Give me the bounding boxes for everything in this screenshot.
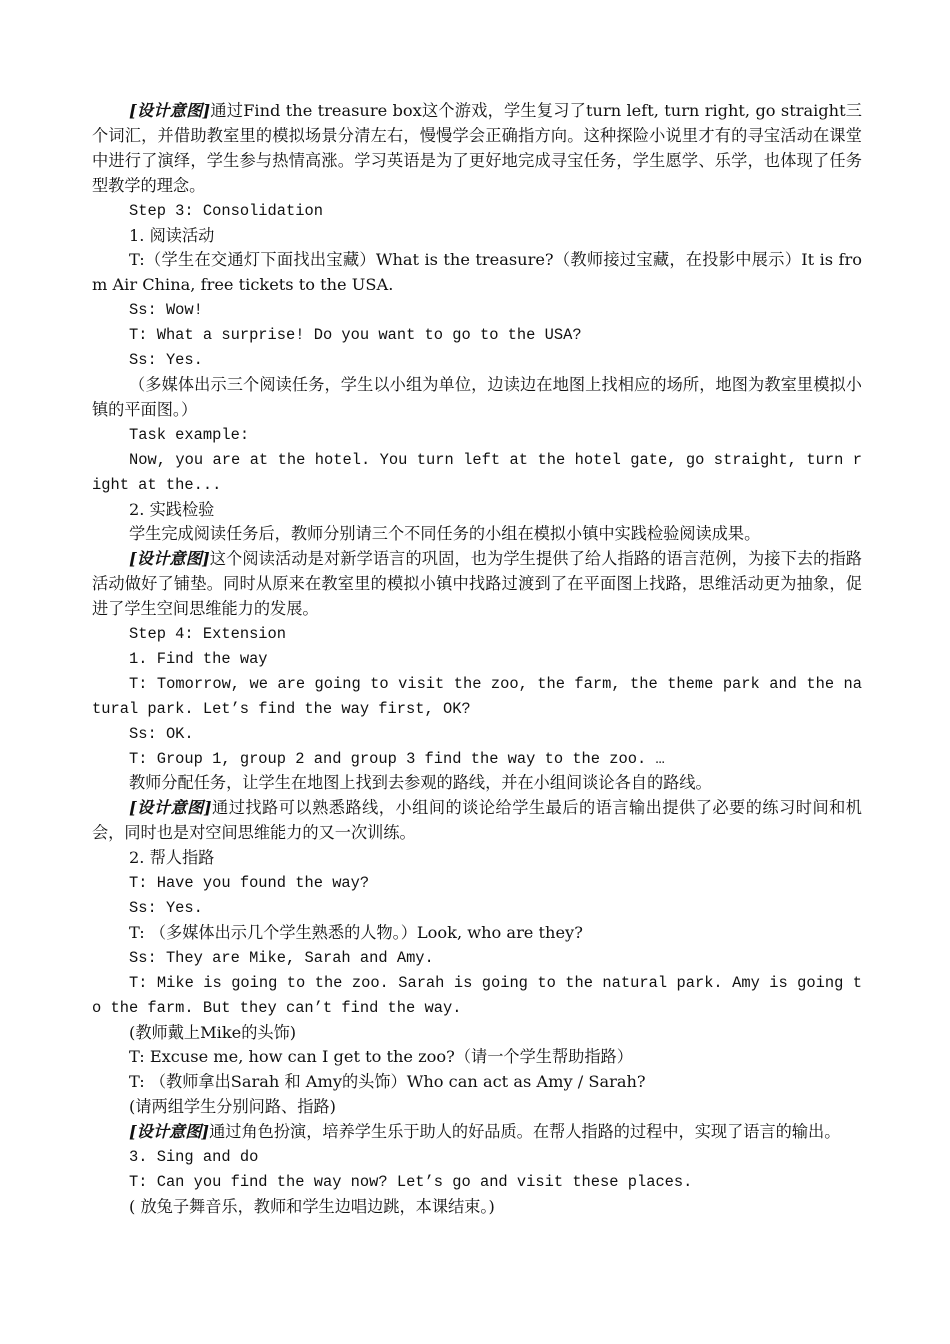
dialogue-line: T: Have you found the way? [129,874,370,893]
design-intent-paragraph [92,547,862,622]
dialogue-line: T: Can you find the way now? Let’s go and visit these places. [129,1172,693,1191]
sub-heading: 2. 实践检验 [129,499,215,519]
paragraph: 教师分配任务，让学生在地图上找到去参观的路线，并在小组间谈论各自的路线。 [129,773,712,793]
dialogue-line: T: （多媒体出示几个学生熟悉的人物。）Look, who are they? [129,922,583,942]
design-intent-label: [设计意图] [129,101,211,120]
paragraph-text: 通过找路可以熟悉路线，小组间的谈论给学生最后的语言输出提供了必要的练习时间和机会，同时也是对空间思维能力的又一次训练。 [92,798,862,843]
sub-heading: 2. 帮人指路 [129,848,215,868]
dialogue-line: T: Tomorrow, we are going to visit the zoo, the farm, the theme park and the natural park. Let’s find the way first, OK? [92,674,862,718]
dialogue-line: T: Group 1, group 2 and group 3 find the way to the zoo. … [129,749,665,768]
dialogue-line: T: What a surprise! Do you want to go to the USA? [129,326,582,345]
design-intent-label: [设计意图] [129,549,210,569]
dialogue-line: Ss: Yes. [129,351,203,370]
document-page [92,99,862,1220]
design-intent-paragraph [92,99,862,199]
step-heading: Step 3: Consolidation [129,201,323,220]
paragraph-text: 这个阅读活动是对新学语言的巩固，也为学生提供了给人指路的语言范例，为接下去的指路活动做好了铺垫。同时从原来在教室里的模拟小镇中找路过渡到了在平面图上找路，思维活动更为抽象，促进了学生空间思维能力的发展。 [92,549,862,619]
design-intent-label: [设计意图] [129,798,212,818]
paragraph-text: 通过Find the treasure box这个游戏，学生复习了turn left, turn right, go straight三个词汇，并借助教室里的模拟场景分清左右，慢慢学会正确指方向。这种探险小说里才有的寻宝活动在课堂中进行了演绎，学生参与热情高涨。学习英语是为了更好地完成寻宝任务，学生愿学、乐学，也体现了任务型教学的理念。 [92,101,862,195]
paragraph: 学生完成阅读任务后，教师分别请三个不同任务的小组在模拟小镇中实践检验阅读成果。 [129,524,761,544]
stage-direction: (教师戴上Mike的头饰) [129,1022,297,1042]
step-heading: Step 4: Extension [129,625,287,644]
stage-direction: （多媒体出示三个阅读任务，学生以小组为单位，边读边在地图上找相应的场所，地图为教室里模拟小镇的平面图。） [92,374,862,419]
design-intent-paragraph [92,1120,862,1145]
dialogue-line: T:（学生在交通灯下面找出宝藏）What is the treasure?（教师接过宝藏，在投影中展示）It is from Air China, free tickets to the USA. [92,250,862,295]
dialogue-line: Ss: Wow! [129,301,203,320]
sub-heading: 1. Find the way [129,649,268,668]
dialogue-line: T: Excuse me, how can I get to the zoo?（请一个学生帮助指路） [129,1047,633,1067]
stage-direction: ( 放兔子舞音乐，教师和学生边唱边跳，本课结束。) [129,1196,495,1216]
task-example-text: Now, you are at the hotel. You turn left at the hotel gate, go straight, turn right at the... [92,450,862,494]
dialogue-line: T: Mike is going to the zoo. Sarah is going to the natural park. Amy is going to the farm. But they can’t find the way. [92,973,862,1017]
paragraph-text: 通过角色扮演，培养学生乐于助人的好品质。在帮人指路的过程中，实现了语言的输出。 [209,1122,841,1142]
task-example-label: Task example: [129,425,250,444]
dialogue-line: Ss: Yes. [129,899,203,917]
stage-direction: (请两组学生分别问路、指路) [129,1097,336,1117]
sub-heading: 3. Sing and do [129,1148,259,1167]
dialogue-line: Ss: OK. [129,724,194,743]
design-intent-paragraph [92,796,862,846]
design-intent-label: [设计意图] [129,1122,210,1142]
dialogue-line: T: （教师拿出Sarah 和 Amy的头饰）Who can act as Amy / Sarah? [129,1072,646,1092]
dialogue-line: Ss: They are Mike, Sarah and Amy. [129,948,434,967]
sub-heading: 1. 阅读活动 [129,225,215,245]
